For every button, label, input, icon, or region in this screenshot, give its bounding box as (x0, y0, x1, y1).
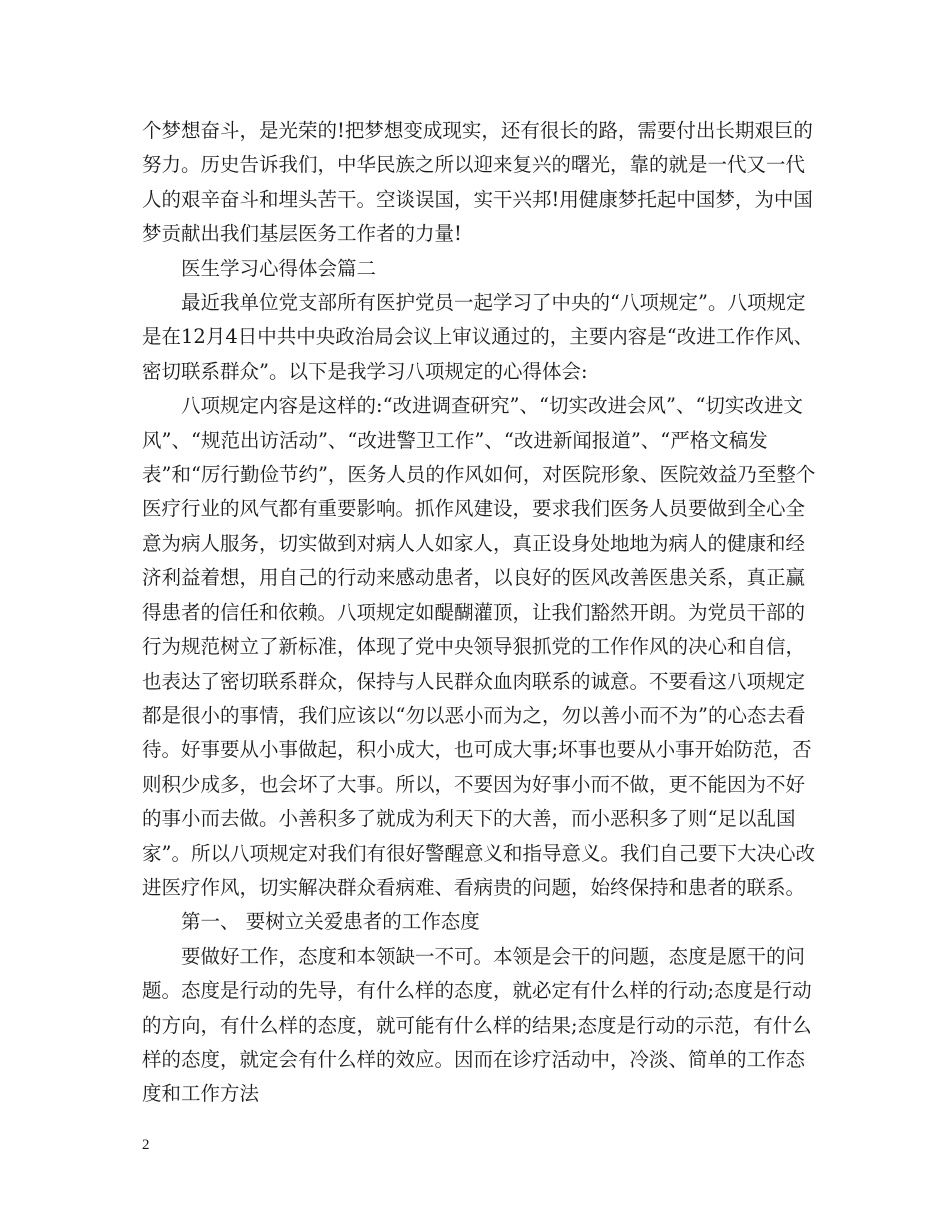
page-number: 2 (142, 1137, 150, 1153)
document-body (142, 114, 822, 1112)
paragraph-continuation: 个梦想奋斗，是光荣的!把梦想变成现实，还有很长的路，需要付出长期艰巨的努力。历史告诉我们，中华民族之所以迎来复兴的曙光，靠的就是一代又一代人的艰辛奋斗和埋头苦干。空谈误国，实干兴邦!用健康梦托起中国梦，为中国梦贡献出我们基层医务工作者的力量! (142, 119, 813, 246)
subheading: 第一、 要树立关爱患者的工作态度 (181, 910, 480, 934)
paragraph: 最近我单位党支部所有医护党员一起学习了中央的“八项规定”。八项规定是在12月4日中共中央政治局会议上审议通过的，主要内容是“改进工作作风、密切联系群众”。以下是我学习八项规定的心得体会: (142, 291, 814, 383)
paragraph: 八项规定内容是这样的:“改进调查研究”、“切实改进会风”、“切实改进文风”、“规范出访活动”、“改进警卫工作”、“改进新闻报道”、“严格文稿发表”和“厉行勤俭节约”，医务人员的作风如何，对医院形象、医院效益乃至整个医疗行业的风气都有重要影响。抓作风建设，要求我们医务人员要做到全心全意为病人服务，切实做到对病人人如家人，真正设身处地地为病人的健康和经济利益着想，用自己的行动来感动患者，以良好的医风改善医患关系，真正赢得患者的信任和依赖。八项规定如醍醐灌顶，让我们豁然开朗。为党员干部的行为规范树立了新标准，体现了党中央领导狠抓党的工作作风的决心和自信，也表达了密切联系群众，保持与人民群众血肉联系的诚意。不要看这八项规定都是很小的事情，我们应该以“勿以恶小而为之，勿以善小而不为”的心态去看待。好事要从小事做起，积小成大，也可成大事;坏事也要从小事开始防范，否则积少成多，也会坏了大事。所以，不要因为好事小而不做，更不能因为不好的事小而去做。小善积多了就成为利天下的大善，而小恶积多了则“足以乱国家”。所以八项规定对我们有很好警醒意义和指导意义。我们自己要下大决心改进医疗作风，切实解决群众看病难、看病贵的问题，始终保持和患者的联系。 (142, 394, 816, 899)
section-heading: 医生学习心得体会篇二 (181, 256, 377, 280)
paragraph: 要做好工作，态度和本领缺一不可。本领是会干的问题，态度是愿干的问题。态度是行动的先导，有什么样的态度，就必定有什么样的行动;态度是行动的方向，有什么样的态度，就可能有什么样的结果;态度是行动的示范，有什么样的态度，就定会有什么样的效应。因而在诊疗活动中，冷淡、简单的工作态度和工作方法 (142, 944, 812, 1106)
